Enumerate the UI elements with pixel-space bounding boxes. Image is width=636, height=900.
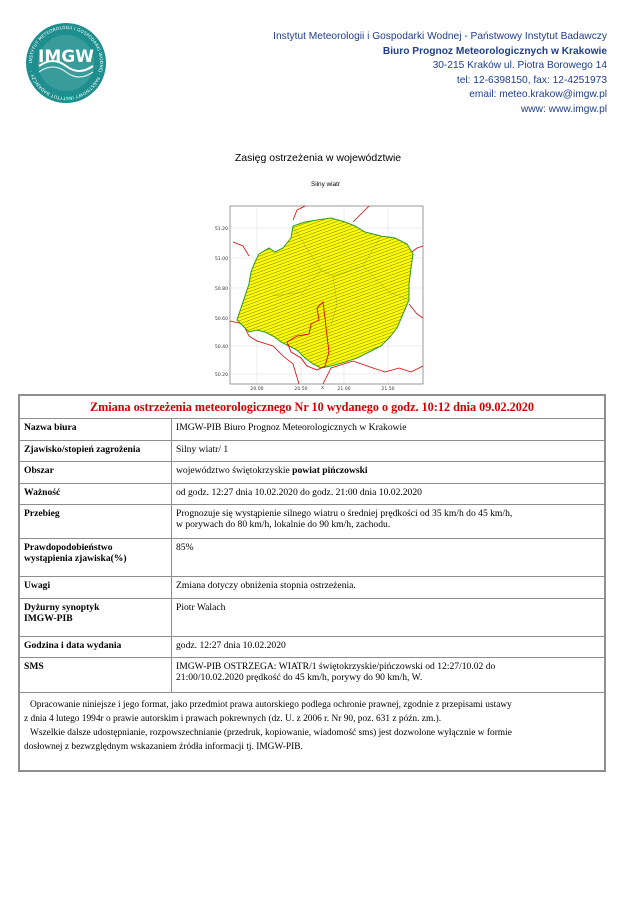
issued-value: godz. 12:27 dnia 10.02.2020 [172, 637, 606, 658]
table-row [19, 484, 605, 505]
x-tick: 20.00 [250, 387, 264, 390]
website[interactable]: www: www.imgw.pl [520, 103, 607, 115]
warning-map [213, 180, 438, 390]
y-tick: 50.20 [214, 373, 228, 378]
forecaster-label [19, 599, 172, 637]
area-voivodeship: województwo świętokrzyskie [176, 465, 293, 476]
institute-header [187, 30, 607, 118]
bureau-name: Biuro Prognoz Meteorologicznych w Krakowie [382, 45, 607, 57]
table-row [19, 577, 605, 599]
imgw-logo [25, 22, 107, 104]
y-tick: 50.40 [214, 345, 228, 350]
phone: tel: 12-6398150, fax: 12-4251973 [456, 74, 607, 86]
forecaster-label-line: IMGW-PIB [24, 613, 73, 624]
map-svg [213, 196, 438, 390]
y-tick: 50.60 [214, 317, 228, 322]
probability-label-line: Prawdopodobieństwo [24, 542, 113, 553]
area-powiat: powiat pińczowski [292, 465, 368, 476]
x-tick: 20.50 [294, 387, 308, 390]
probability-label-line: wystąpienia zjawiska(%) [24, 553, 127, 564]
validity-value: od godz. 12:27 dnia 10.02.2020 do godz. 21:00 dnia 10.02.2020 [172, 484, 606, 505]
copyright-notice [19, 693, 605, 772]
map-x-label: X [321, 386, 325, 391]
phenomenon-label: Zjawisko/stopień zagrożenia [19, 441, 172, 462]
y-tick: 50.80 [214, 287, 228, 292]
map-title: Silny wiatr [310, 181, 341, 188]
copyright-line: Opracowanie niniejsze i jego format, jako przedmiot prawa autorskiego podlega ochronie prawnej, zgodnie z przepisami ustawy [30, 700, 512, 710]
area-value [172, 462, 606, 484]
course-label: Przebieg [19, 505, 172, 539]
sms-line: IMGW-PIB OSTRZEGA: WIATR/1 świętokrzyskie/pińczowski od 12:27/10.02 do [176, 661, 496, 672]
table-row [19, 505, 605, 539]
table-row [19, 599, 605, 637]
address: 30-215 Kraków ul. Piotra Borowego 14 [432, 60, 607, 72]
y-tick: 51.20 [214, 227, 228, 232]
x-tick: 21.50 [381, 387, 395, 390]
office-label: Nazwa biura [19, 419, 172, 441]
table-row [19, 637, 605, 658]
issued-label: Godzina i data wydania [19, 637, 172, 658]
y-tick: 51.00 [214, 257, 228, 262]
sms-line: 21:00/10.02.2020 prędkość do 45 km/h, porywy do 90 km/h, W. [176, 672, 423, 683]
email[interactable]: email: meteo.krakow@imgw.pl [469, 89, 607, 101]
phenomenon-value: Silny wiatr/ 1 [172, 441, 606, 462]
probability-label [19, 539, 172, 577]
sms-value [172, 658, 606, 693]
area-label: Obszar [19, 462, 172, 484]
course-line: w porywach do 80 km/h, lokalnie do 90 km/h, zachodu. [176, 519, 391, 530]
probability-value: 85% [172, 539, 606, 577]
warning-table [18, 394, 606, 772]
warning-title: Zmiana ostrzeżenia meteorologicznego Nr 10 wydanego o godz. 10:12 dnia 09.02.2020 [19, 395, 605, 419]
sms-label: SMS [19, 658, 172, 693]
table-row [19, 539, 605, 577]
logo-ring-text: INSTYTUT METEOROLOGII I GOSPODARKI WODNEJ · PAŃSTWOWY INSTYTUT BADAWCZY · [28, 25, 104, 101]
x-tick: 21.00 [337, 387, 351, 390]
forecaster-value: Piotr Walach [172, 599, 606, 637]
copyright-line: dosłownej z bezwzględnym wskazaniem źródła informacji tj. IMGW-PIB. [24, 742, 303, 752]
office-value: IMGW-PIB Biuro Prognoz Meteorologicznych w Krakowie [172, 419, 606, 441]
table-row [19, 462, 605, 484]
table-row [19, 441, 605, 462]
copyright-line: z dnia 4 lutego 1994r o prawie autorskim i prawach pokrewnych (dz. U. z 2006 r. Nr 90, poz. 631 z późn. zm.). [24, 714, 442, 724]
map-heading: Zasięg ostrzeżenia w województwie [234, 152, 402, 164]
validity-label: Ważność [19, 484, 172, 505]
table-row [19, 419, 605, 441]
forecaster-label-line: Dyżurny synoptyk [24, 602, 100, 613]
remarks-value: Zmiana dotyczy obniżenia stopnia ostrzeżenia. [172, 577, 606, 599]
remarks-label: Uwagi [19, 577, 172, 599]
table-row [19, 658, 605, 693]
copyright-line: Wszelkie dalsze udostępnianie, rozpowszechnianie (przedruk, kopiowanie, wiadomość sms) jest dozwolone wyłącznie w formie [30, 728, 512, 738]
course-value [172, 505, 606, 539]
institute-name: Instytut Meteorologii i Gospodarki Wodnej - Państwowy Instytut Badawczy [273, 31, 607, 42]
logo-text: IMGW [38, 47, 94, 67]
course-line: Prognozuje się wystąpienie silnego wiatru o średniej prędkości od 35 km/h do 45 km/h, [176, 508, 513, 519]
